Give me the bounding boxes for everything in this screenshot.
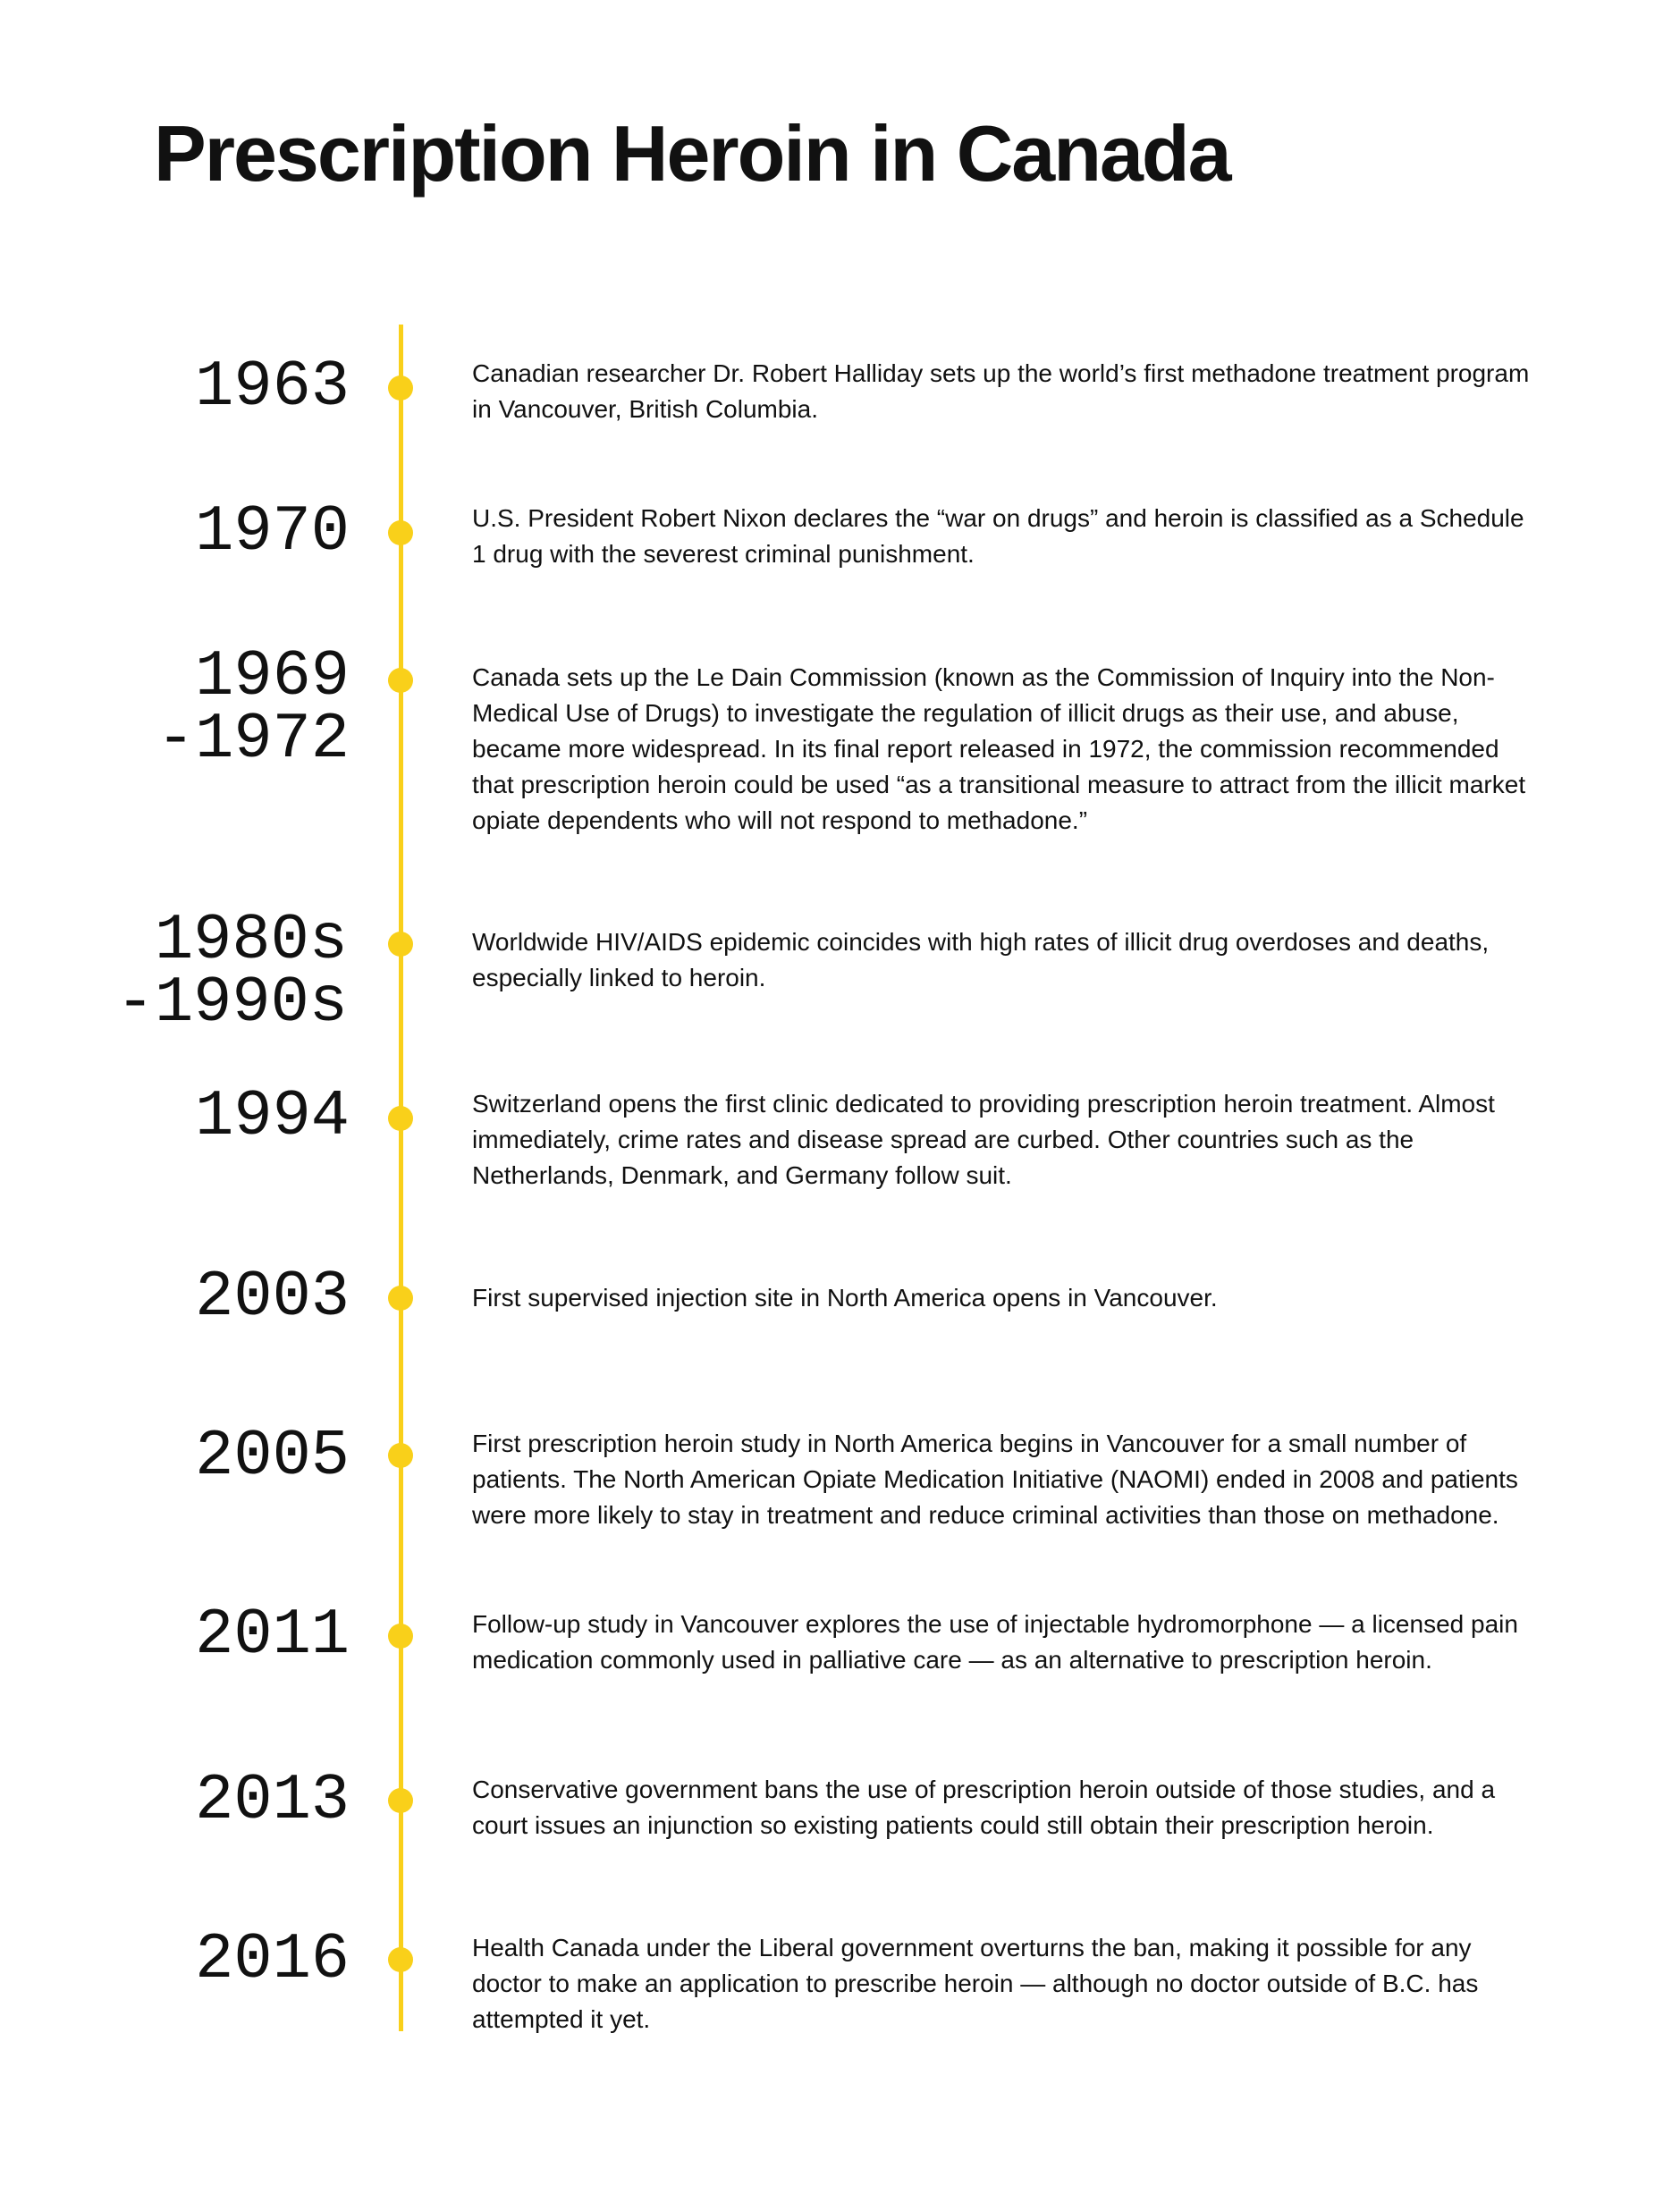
event-description: Switzerland opens the first clinic dedicated to providing prescription heroin treatment. Almost immediately, crime rates and disease spread are curbed. Other countries such as the Netherlands, Denmark, and Germany follow suit. — [472, 1090, 1495, 1189]
timeline-dot — [388, 668, 413, 693]
timeline-dot — [388, 1443, 413, 1468]
event-description: Canadian researcher Dr. Robert Halliday sets up the world’s first methadone treatment program in Vancouver, British Columbia. — [472, 359, 1530, 423]
timeline-dot — [388, 520, 413, 545]
event-year: 1970 — [195, 495, 350, 569]
timeline-dot — [388, 1624, 413, 1649]
timeline-dot — [388, 1286, 413, 1311]
event-description: Conservative government bans the use of prescription heroin outside of those studies, and a court issues an injunction so existing patients could still obtain their prescription heroin. — [472, 1776, 1496, 1839]
event-description: First prescription heroin study in North America begins in Vancouver for a small number of patients. The North American Opiate Medication Initiative (NAOMI) ended in 2008 and patients were more likely to stay in treatment and reduce criminal activities than those on methadone. — [472, 1430, 1518, 1529]
event-description: First supervised injection site in North America opens in Vancouver. — [472, 1284, 1218, 1312]
timeline-dot — [388, 1947, 413, 1972]
timeline-dot — [388, 932, 413, 957]
event-description: Health Canada under the Liberal government overturns the ban, making it possible for any doctor to make an application to prescribe heroin — although no doctor outside of B.C. has attempted it yet. — [472, 1934, 1479, 2033]
timeline-dot — [388, 375, 413, 401]
event-year: 2011 — [195, 1599, 350, 1672]
timeline-line — [399, 325, 403, 2031]
event-year: 1994 — [195, 1080, 350, 1153]
event-year: 2003 — [195, 1261, 350, 1334]
event-year: 2005 — [195, 1420, 350, 1493]
event-year: 1963 — [195, 350, 350, 424]
event-year: 1980s -1990s — [115, 904, 348, 1040]
event-year: 2016 — [195, 1923, 350, 1996]
event-description: Follow-up study in Vancouver explores the use of injectable hydromorphone — a licensed pain medication commonly used in palliative care — as an alternative to prescription heroin. — [472, 1610, 1518, 1674]
event-year: 2013 — [195, 1764, 350, 1837]
event-year: 1969 -1972 — [156, 640, 350, 776]
timeline-dot — [388, 1106, 413, 1131]
event-description: Canada sets up the Le Dain Commission (known as the Commission of Inquiry into the Non-Medical Use of Drugs) to investigate the regulation of illicit drugs as their use, and abuse, became more widespread. In its final report released in 1972, the commission recommended that prescription heroin could be used “as a transitional measure to attract from the illicit market opiate dependents who will not respond to methadone.” — [472, 663, 1526, 834]
page-title: Prescription Heroin in Canada — [154, 109, 1230, 198]
event-description: U.S. President Robert Nixon declares the “war on drugs” and heroin is classified as a Schedule 1 drug with the severest criminal punishment. — [472, 504, 1524, 568]
event-description: Worldwide HIV/AIDS epidemic coincides with high rates of illicit drug overdoses and deaths, especially linked to heroin. — [472, 928, 1490, 991]
timeline-dot — [388, 1788, 413, 1813]
